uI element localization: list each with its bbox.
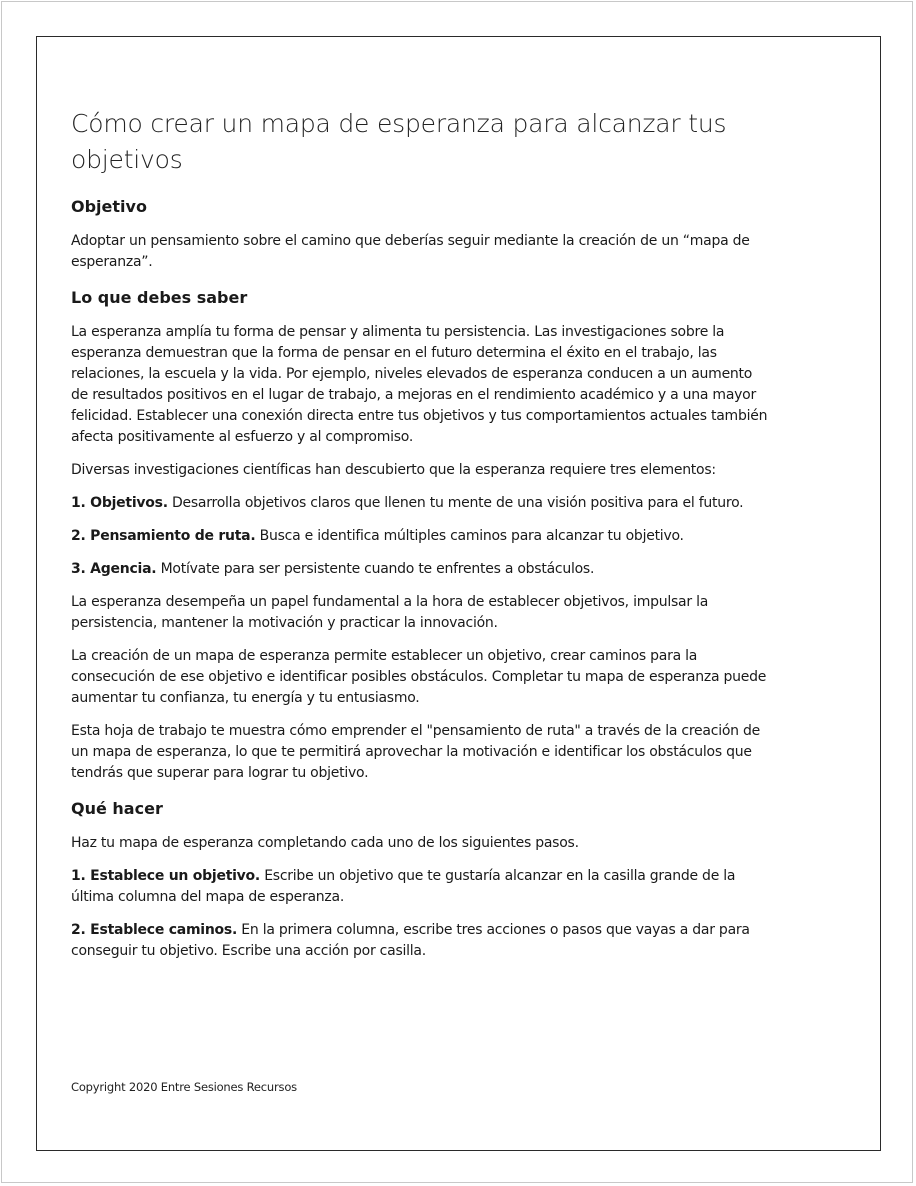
objective-heading: Objetivo xyxy=(71,197,147,216)
element-route-thinking xyxy=(71,526,771,547)
step-label: 2. Establece caminos. xyxy=(71,922,238,938)
know-paragraph-3: La esperanza desempeña un papel fundamental a la hora de establecer objetivos, impulsar la persistencia, mantener la motivación y practicar la innovación. xyxy=(71,594,709,631)
step-set-paths xyxy=(71,920,771,962)
know-heading: Lo que debes saber xyxy=(71,288,248,307)
element-label: 2. Pensamiento de ruta. xyxy=(71,528,256,544)
element-text: Busca e identifica múltiples caminos para alcanzar tu objetivo. xyxy=(255,528,684,544)
todo-intro: Haz tu mapa de esperanza completando cada uno de los siguientes pasos. xyxy=(71,835,579,851)
document-content xyxy=(71,106,771,974)
know-paragraph-5: Esta hoja de trabajo te muestra cómo emprender el "pensamiento de ruta" a través de la creación de un mapa de esperanza, lo que te permitirá aprovechar la motivación e identificar los obstáculos que tendrás que superar para lograr tu objetivo. xyxy=(71,723,760,781)
element-objectives xyxy=(71,493,771,514)
todo-heading: Qué hacer xyxy=(71,799,163,818)
step-set-objective xyxy=(71,866,771,908)
copyright-footer: Copyright 2020 Entre Sesiones Recursos xyxy=(71,1080,297,1094)
know-paragraph-2: Diversas investigaciones científicas han descubierto que la esperanza requiere tres elementos: xyxy=(71,462,716,478)
element-text: Desarrolla objetivos claros que llenen tu mente de una visión positiva para el futuro. xyxy=(167,495,744,511)
element-text: Motívate para ser persistente cuando te enfrentes a obstáculos. xyxy=(156,561,595,577)
element-label: 1. Objetivos. xyxy=(71,495,168,511)
step-text: En la primera columna, escribe tres acciones o pasos que vayas a dar para conseguir tu objetivo. Escribe una acción por casilla. xyxy=(71,922,750,959)
page-title: Cómo crear un mapa de esperanza para alcanzar tus objetivos xyxy=(71,109,727,174)
step-label: 1. Establece un objetivo. xyxy=(71,868,260,884)
element-agency xyxy=(71,559,771,580)
objective-text: Adoptar un pensamiento sobre el camino que deberías seguir mediante la creación de un “mapa de esperanza”. xyxy=(71,233,750,270)
know-paragraph-1: La esperanza amplía tu forma de pensar y alimenta tu persistencia. Las investigaciones sobre la esperanza demuestran que la forma de pensar en el futuro determina el éxito en el trabajo, las relaciones, la escuela y la vida. Por ejemplo, niveles elevados de esperanza conducen a un aumento de resultados positivos en el lugar de trabajo, a mejoras en el rendimiento académico y a una mayor felicidad. Establecer una conexión directa entre tus objetivos y tus comportamientos actuales también afecta positivamente al esfuerzo y al compromiso. xyxy=(71,324,768,445)
step-text: Escribe un objetivo que te gustaría alcanzar en la casilla grande de la última columna del mapa de esperanza. xyxy=(71,868,736,905)
know-paragraph-4: La creación de un mapa de esperanza permite establecer un objetivo, crear caminos para la consecución de ese objetivo e identificar posibles obstáculos. Completar tu mapa de esperanza puede aumentar tu confianza, tu energía y tu entusiasmo. xyxy=(71,648,767,706)
element-label: 3. Agencia. xyxy=(71,561,157,577)
